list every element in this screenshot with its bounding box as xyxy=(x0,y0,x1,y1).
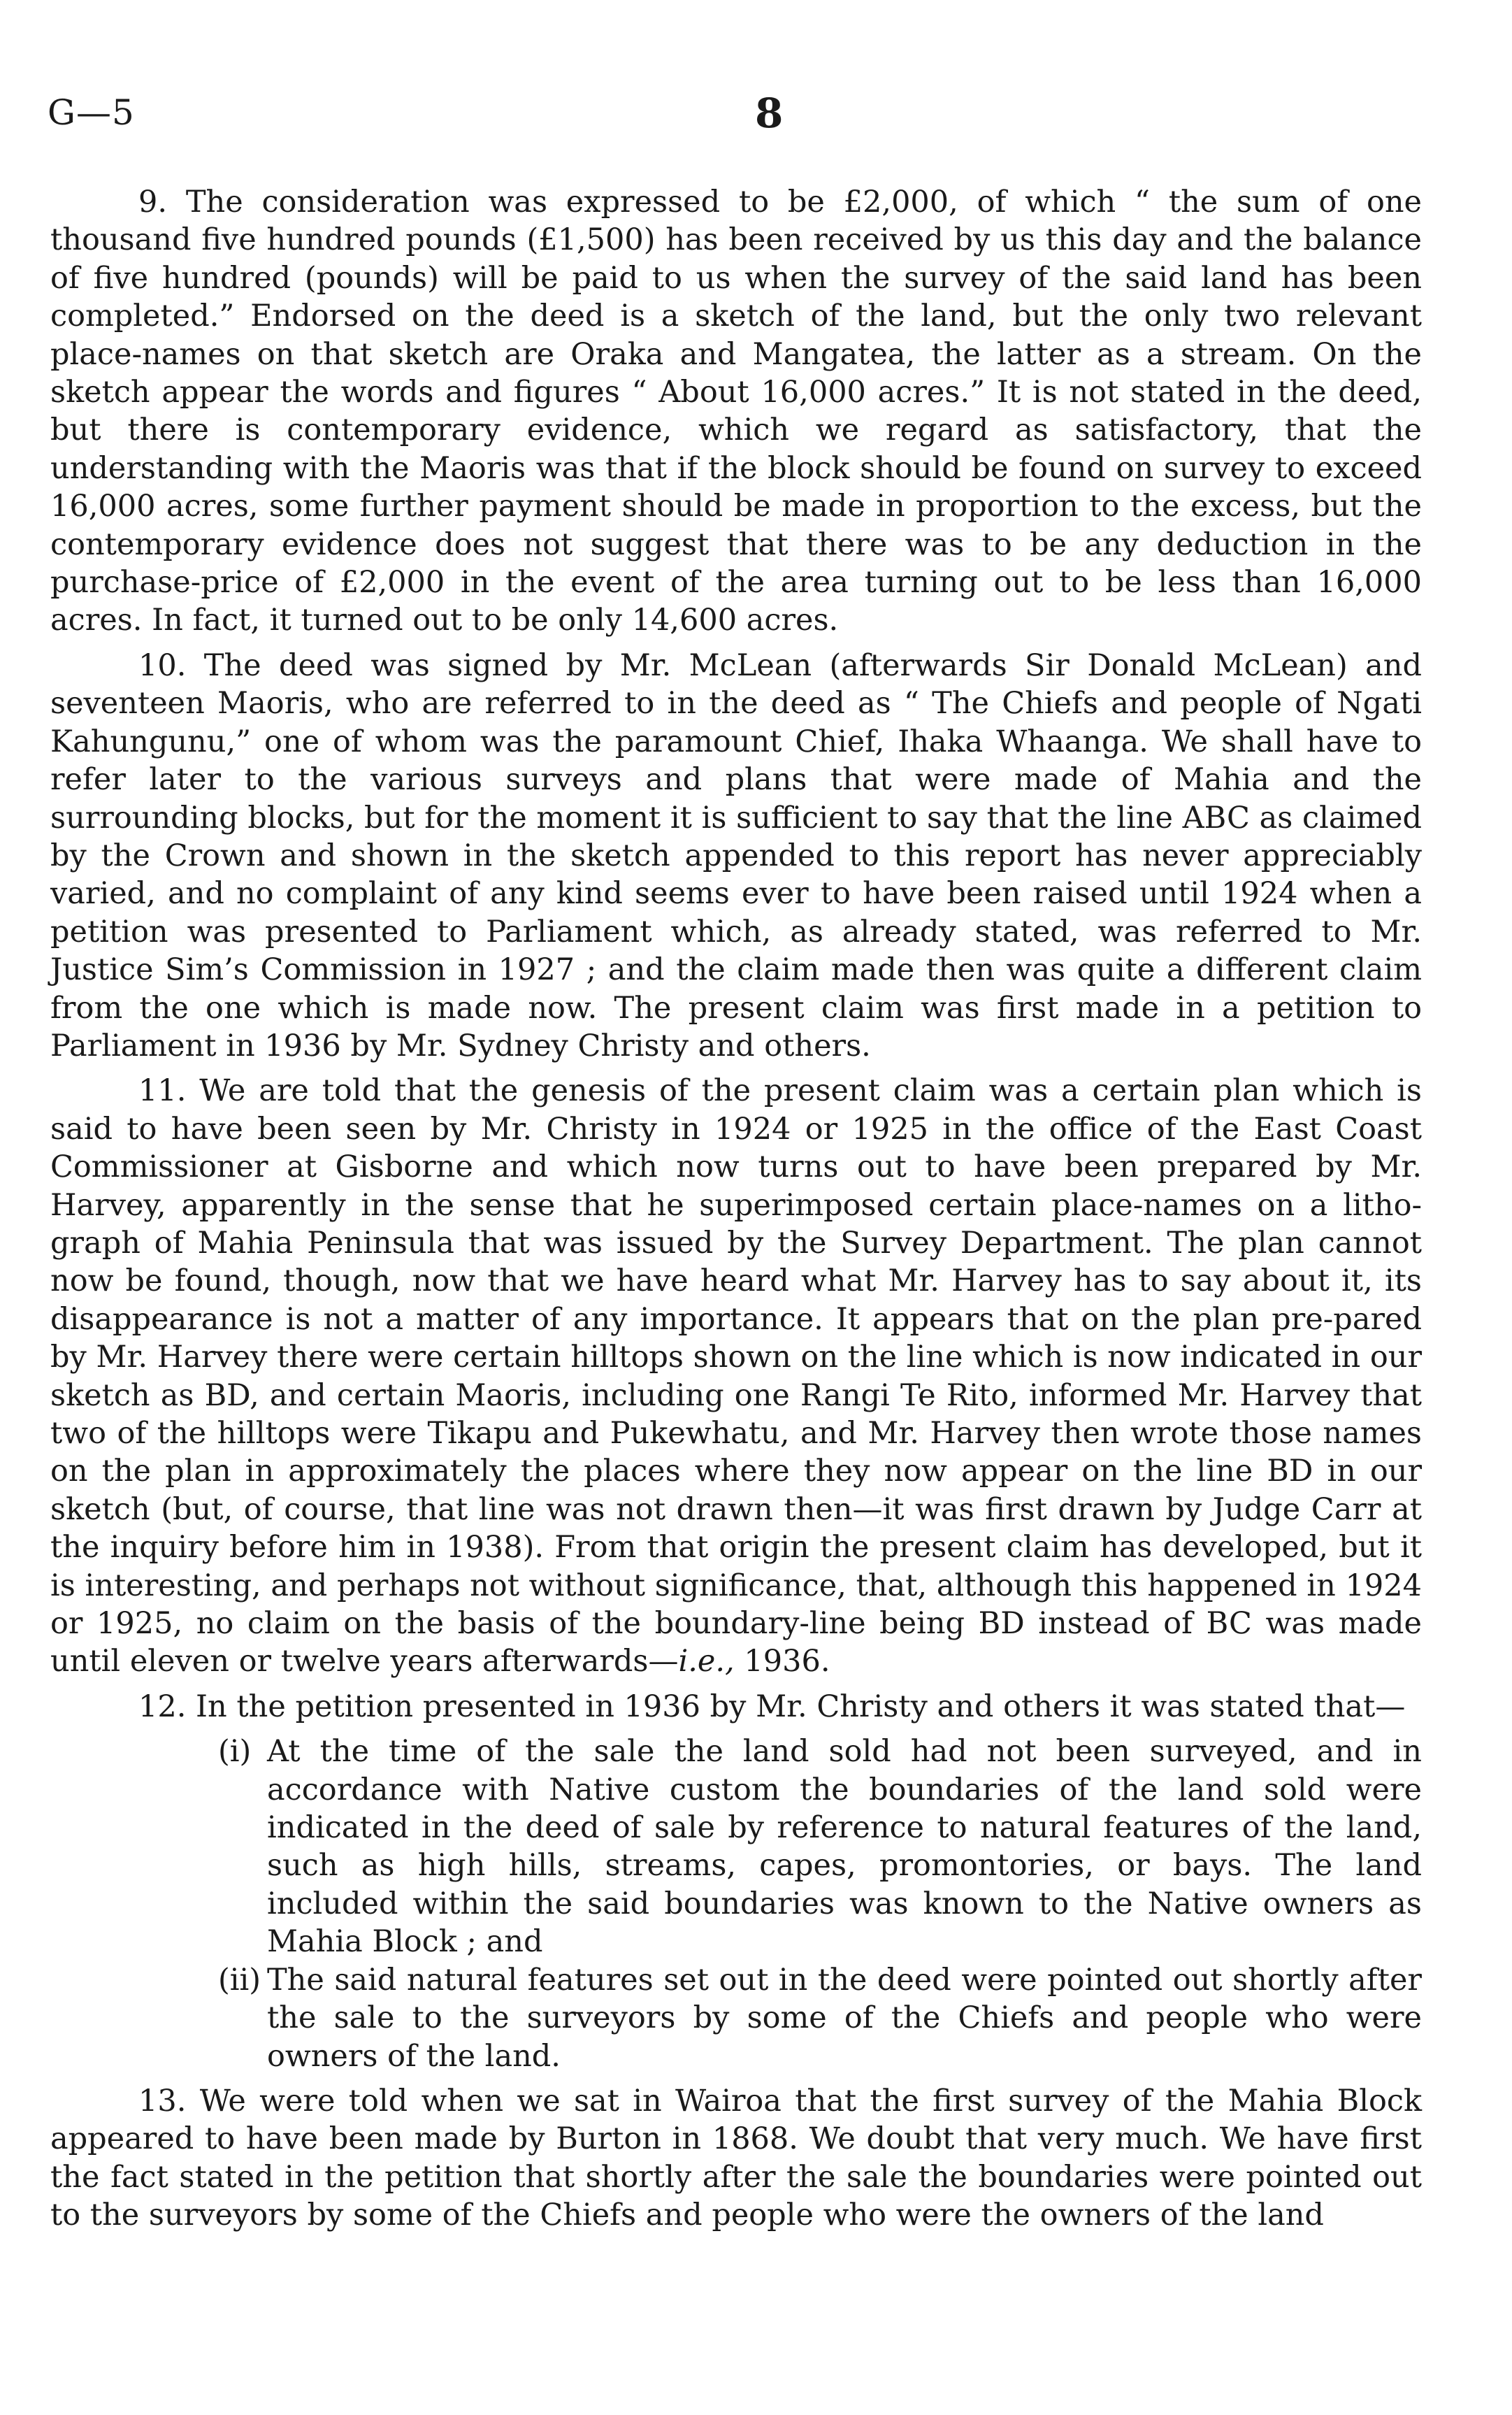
paragraph-9: 9. The consideration was expressed to be £2,000, of which “ the sum of one thousand five hundred pounds (£1,500) has been received by us this day and the balance of five hundred (pounds) will be paid to us when the survey of the said land has been completed.” Endorsed on the deed is a sketch of the land, but the only two relevant place-names on that sketch are Oraka and Mangatea, the latter as a stream. On the sketch appear the words and figures “ About 16,000 acres.” It is not stated in the deed, but there is contemporary evidence, which we regard as satisfactory, that the understanding with the Maoris was that if the block should be found on survey to exceed 16,000 acres, some further payment should be made in proportion to the excess, but the contemporary evidence does not suggest that there was to be any deduction in the purchase-price of £2,000 in the event of the area turning out to be less than 16,000 acres. In fact, it turned out to be only 14,600 acres. xyxy=(50,185,1422,638)
body-text xyxy=(50,183,1422,2242)
paragraph-12: 12. In the petition presented in 1936 by Mr. Christy and others it was stated that— xyxy=(138,1689,1406,1724)
paragraph-13: 13. We were told when we sat in Wairoa that the first survey of the Mahia Block appeared to have been made by Burton in 1868. We doubt that very much. We have first the fact stated in the petition that shortly after the sale the boundaries were pointed out to the surveyors by some of the Chiefs and people who were the owners of the land xyxy=(50,2083,1422,2233)
paragraph-11-end: 1936. xyxy=(734,1644,830,1679)
page-header xyxy=(42,89,1440,145)
list-item-i-text: At the time of the sale the land sold had not been surveyed, and in accordance with Native custom the boundaries of the land sold were indicated in the deed of sale by reference to natural features of the land, such as high hills, streams, capes, promontories, or bays. The land included within the said boundaries was known to the Native owners as Mahia Block ; and xyxy=(267,1734,1422,1960)
list-item-ii-text: The said natural features set out in the deed were pointed out shortly after the sale to the surveyors by some of the Chiefs and people who were owners of the land. xyxy=(267,1962,1422,2074)
list-marker-i: (i) xyxy=(218,1734,252,1770)
paragraph-11-text: 11. We are told that the genesis of the present claim was a certain plan which is said to have been seen by Mr. Christy in 1924 or 1925 in the office of the East Coast Commissioner at Gisborne and which now turns out to have been prepared by Mr. Harvey, apparently in the sense that he superimposed certain place-names on a litho-graph of Mahia Peninsula that was issued by the Survey Department. The plan cannot now be found, though, now that we have heard what Mr. Harvey has to say about it, its disappearance is not a matter of any importance. It appears that on the plan pre-pared by Mr. Harvey there were certain hilltops shown on the line which is now indicated in our sketch as BD, and certain Maoris, including one Rangi Te Rito, informed Mr. Harvey that two of the hilltops were Tikapu and Pukewhatu, and Mr. Harvey then wrote those names on the plan in approximately the places where they now appear on the line BD in our sketch (but, of course, that line was not drawn then—it was first drawn by Judge Carr at the inquiry before him in 1938). From that origin the present claim has developed, but it is interesting, and perhaps not without significance, that, although this happened in 1924 or 1925, no claim on the basis of the boundary-line being BD instead of BC was made until eleven or twelve years afterwards— xyxy=(50,1073,1422,1679)
list-marker-ii: (ii) xyxy=(218,1962,261,1998)
paragraph-10: 10. The deed was signed by Mr. McLean (afterwards Sir Donald McLean) and seventeen Maoris, who are referred to in the deed as “ The Chiefs and people of Ngati Kahungunu,” one of whom was the paramount Chief, Ihaka Whaanga. We shall have to refer later to the various surveys and plans that were made of Mahia and the surrounding blocks, but for the moment it is sufficient to say that the line ABC as claimed by the Crown and shown in the sketch appended to this report has never appreciably varied, and no complaint of any kind seems ever to have been raised until 1924 when a petition was presented to Parliament which, as already stated, was referred to Mr. Justice Sim’s Commission in 1927 ; and the claim made then was quite a different claim from the one which is made now. The present claim was first made in a petition to Parliament in 1936 by Mr. Sydney Christy and others. xyxy=(50,647,1422,1063)
paragraph-11-ie: i.e., xyxy=(678,1644,735,1679)
list-item-i xyxy=(50,1733,1422,1961)
paragraph-11 xyxy=(50,1072,1422,1681)
page-number: 8 xyxy=(755,89,784,137)
document-code: G—5 xyxy=(48,92,135,133)
list-item-ii xyxy=(50,1961,1422,2075)
